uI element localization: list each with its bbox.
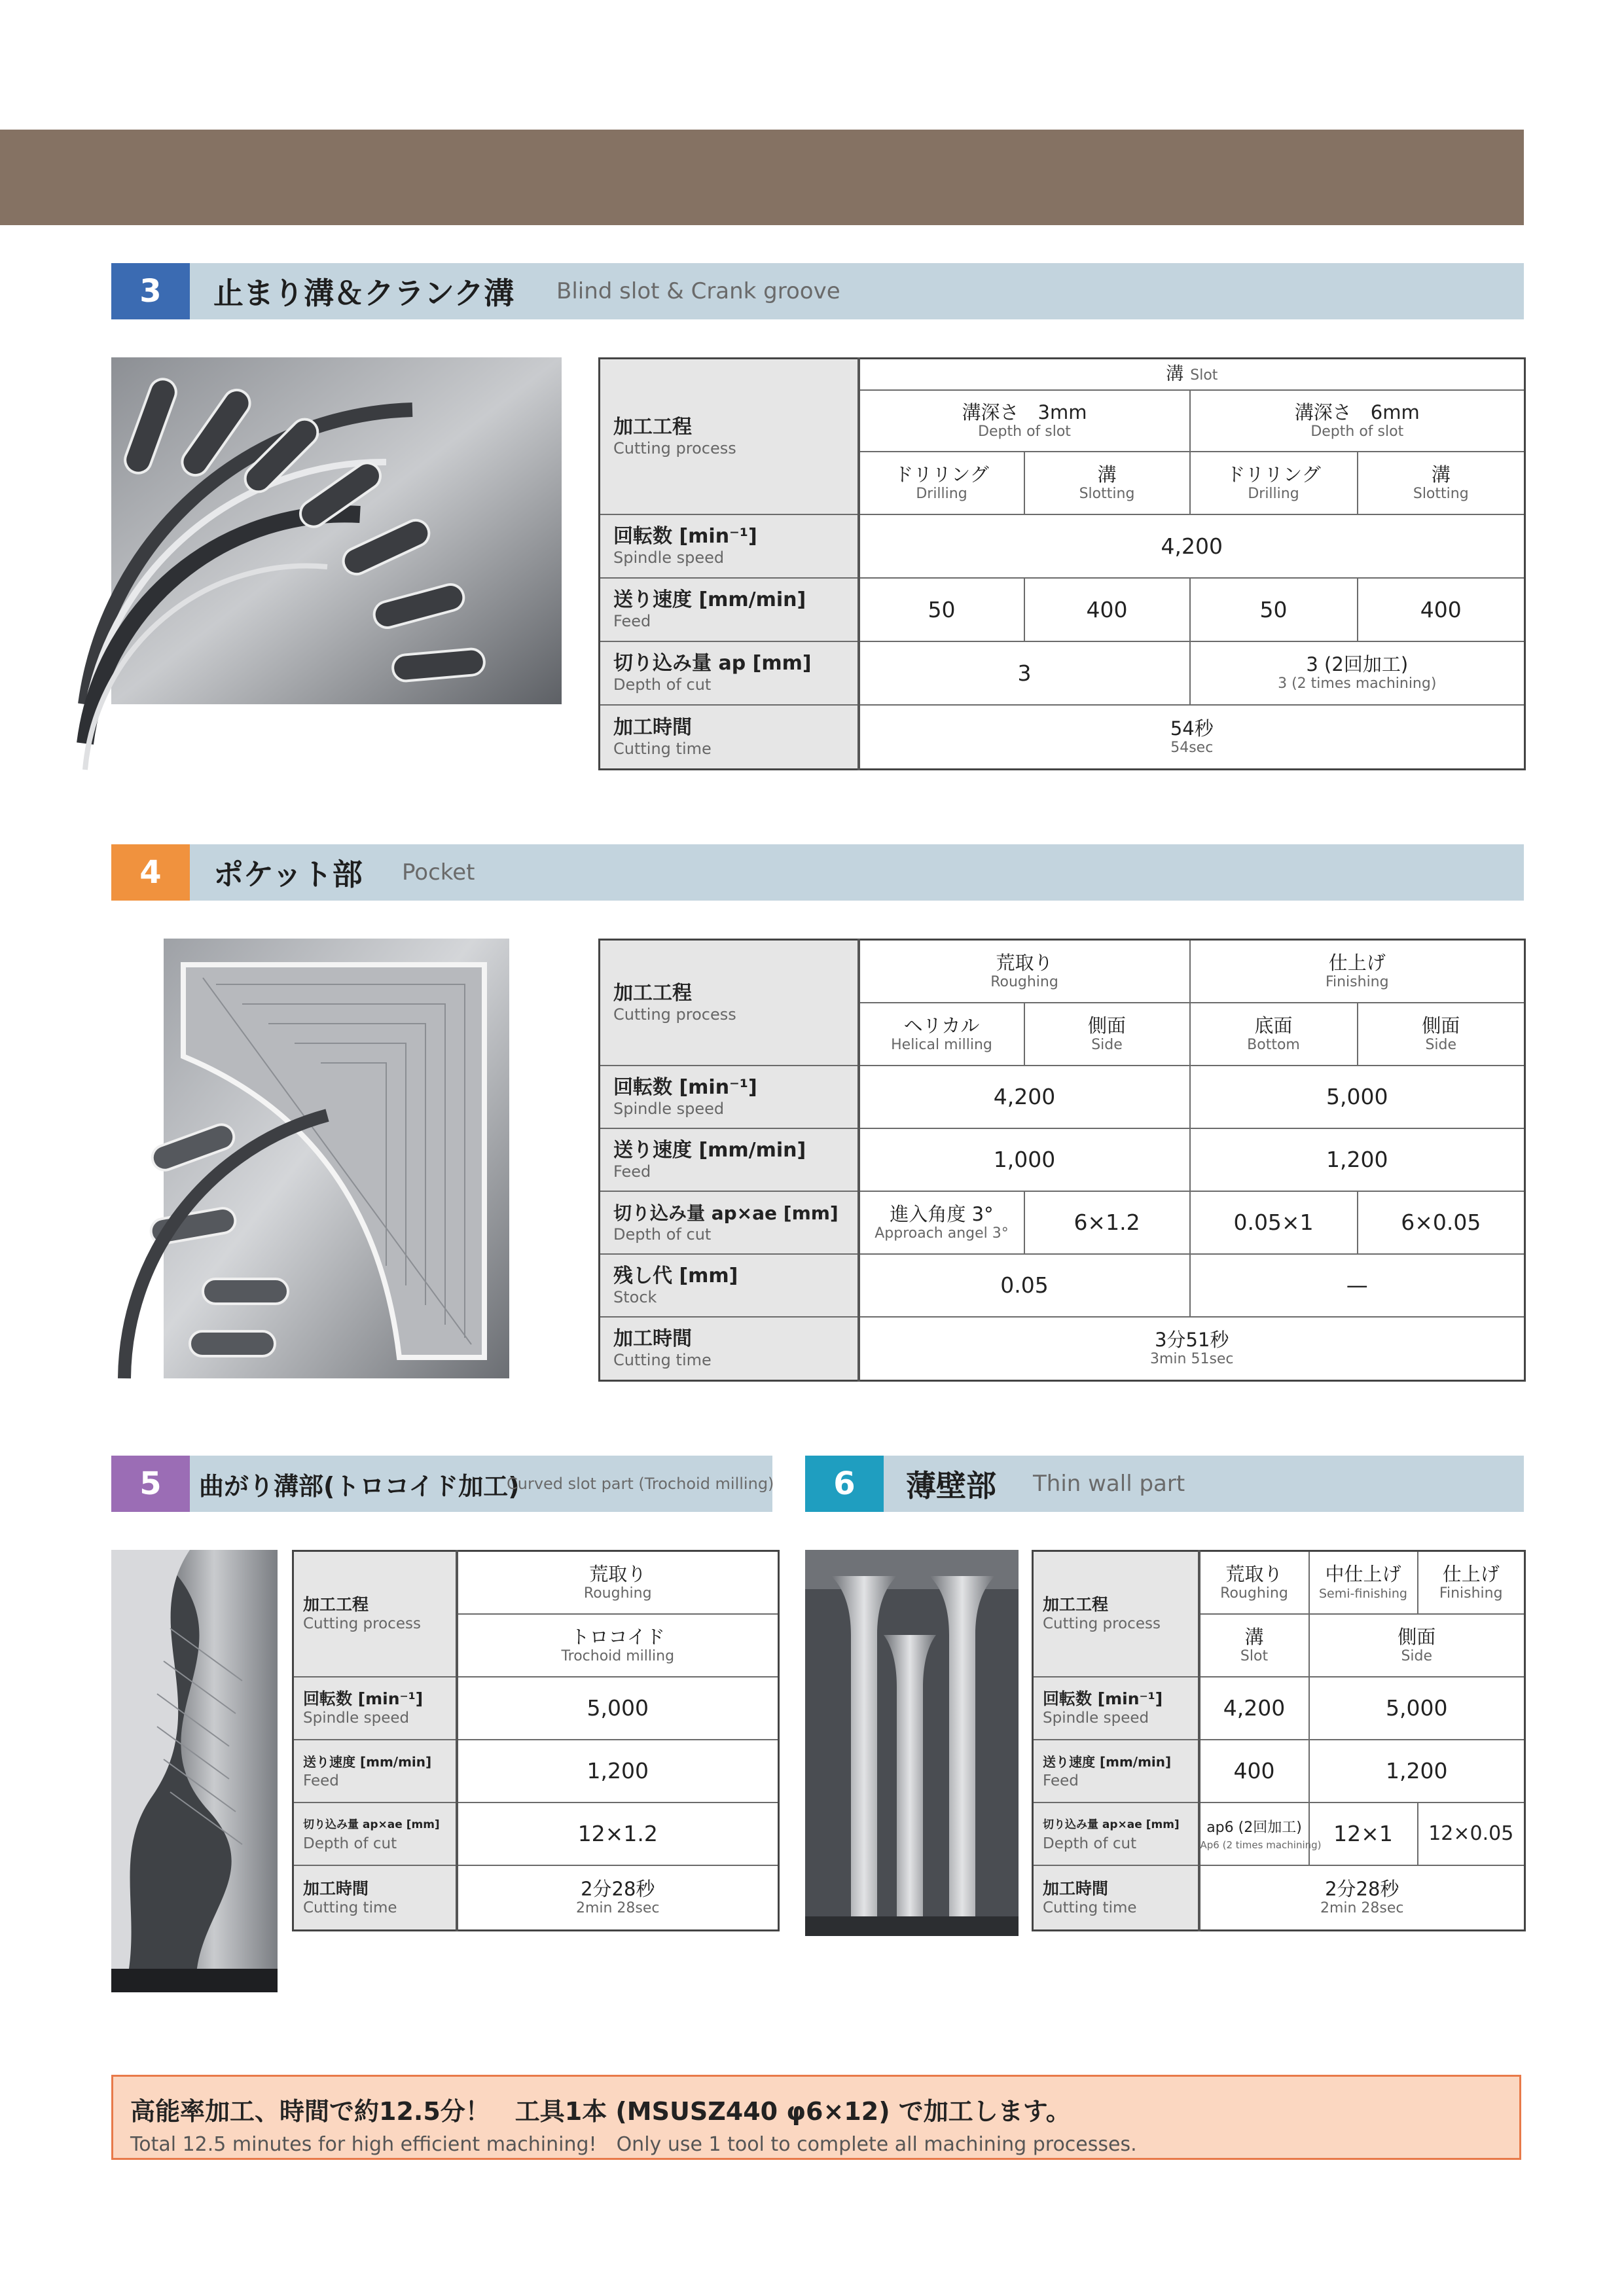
feed-label: 送り速度 [mm/min] Feed (293, 1740, 457, 1803)
feed-value: 1,200 (1309, 1740, 1525, 1803)
spindle-speed-label: 回転数 [min⁻¹] Spindle speed (293, 1677, 457, 1740)
feed-value: 50 (859, 578, 1024, 641)
section-4-table (598, 939, 1526, 1382)
feed-value: 400 (1199, 1740, 1309, 1803)
depth-3mm-header: 溝深さ 3mm Depth of slot (859, 390, 1190, 452)
cutting-time-value: 2分28秒 2min 28sec (457, 1865, 779, 1931)
section-number: 3 (111, 263, 190, 319)
finishing-header: 仕上げ Finishing (1418, 1551, 1525, 1614)
spindle-speed-label: 回転数 [min⁻¹] Spindle speed (1033, 1677, 1199, 1740)
cutting-time-label: 加工時間 Cutting time (1033, 1865, 1199, 1931)
depth-of-cut-label: 切り込み量 ap×ae [mm] Depth of cut (1033, 1803, 1199, 1865)
slot-header: 溝 Slot (859, 359, 1525, 390)
section-title-jp: 薄壁部 (906, 1468, 996, 1503)
feed-value: 1,000 (859, 1128, 1190, 1191)
spindle-speed-label: 回転数 [min⁻¹] Spindle speed (600, 1066, 859, 1128)
drilling-header: ドリリング Drilling (1190, 452, 1358, 514)
stock-value: — (1190, 1254, 1525, 1317)
section-title-jp: ポケット部 (213, 857, 363, 892)
section-title-jp: 曲がり溝部(トロコイド加工) (199, 1471, 520, 1501)
side-header: 側面 Side (1309, 1614, 1525, 1677)
slot-header: 溝 Slot (1199, 1614, 1309, 1677)
process-label: 加工工程 Cutting process (1033, 1551, 1199, 1677)
depth-of-cut-label: 切り込み量 ap [mm] Depth of cut (600, 641, 859, 705)
depth-of-cut-value: 3 (2回加工) 3 (2 times machining) (1190, 641, 1525, 705)
process-label: 加工工程 Cutting process (600, 359, 859, 514)
cutting-time-value: 3分51秒 3min 51sec (859, 1317, 1525, 1381)
slotting-header: 溝 Slotting (1358, 452, 1525, 514)
drilling-header: ドリリング Drilling (859, 452, 1024, 514)
semi-finishing-header: 中仕上げ Semi-finishing (1309, 1551, 1418, 1614)
process-label: 加工工程 Cutting process (293, 1551, 457, 1677)
bottom-header: 底面 Bottom (1190, 1003, 1358, 1066)
top-banner (0, 130, 1524, 225)
feed-value: 400 (1024, 578, 1190, 641)
spindle-speed-value: 4,200 (1199, 1677, 1309, 1740)
spindle-speed-value: 5,000 (1190, 1066, 1525, 1128)
feed-value: 50 (1190, 578, 1358, 641)
section-5-header (111, 1456, 772, 1512)
stock-label: 残し代 [mm] Stock (600, 1254, 859, 1317)
section-title-jp: 止まり溝＆クランク溝 (213, 276, 514, 311)
cutting-time-label: 加工時間 Cutting time (600, 705, 859, 770)
feed-value: 1,200 (1190, 1128, 1525, 1191)
cutting-time-value: 2分28秒 2min 28sec (1199, 1865, 1525, 1931)
curved-slot-photo (111, 1550, 278, 1992)
depth-of-cut-value: 6×1.2 (1024, 1191, 1190, 1254)
helical-header: ヘリカル Helical milling (859, 1003, 1024, 1066)
spindle-speed-value: 4,200 (859, 514, 1525, 578)
depth-6mm-header: 溝深さ 6mm Depth of slot (1190, 390, 1525, 452)
cutting-time-label: 加工時間 Cutting time (600, 1317, 859, 1381)
depth-of-cut-value: 12×1 (1309, 1803, 1418, 1865)
roughing-header: 荒取り Roughing (859, 940, 1190, 1003)
section-title-en: Thin wall part (1033, 1471, 1185, 1497)
spindle-speed-label: 回転数 [min⁻¹] Spindle speed (600, 514, 859, 578)
trochoid-header: トロコイド Trochoid milling (457, 1614, 779, 1677)
section-3-table (598, 357, 1526, 770)
depth-of-cut-value: 0.05×1 (1190, 1191, 1358, 1254)
summary-box (111, 2075, 1521, 2160)
section-6-table (1032, 1550, 1526, 1931)
side-header: 側面 Side (1024, 1003, 1190, 1066)
section-6-header (805, 1456, 1524, 1512)
depth-of-cut-label: 切り込み量 ap×ae [mm] Depth of cut (600, 1191, 859, 1254)
section-number: 5 (111, 1456, 190, 1512)
depth-of-cut-value: 12×1.2 (457, 1803, 779, 1865)
roughing-header: 荒取り Roughing (457, 1551, 779, 1614)
pocket-photo (164, 939, 509, 1378)
section-5-table (292, 1550, 780, 1931)
feed-value: 400 (1358, 578, 1525, 641)
feed-label: 送り速度 [mm/min] Feed (600, 578, 859, 641)
section-3-header (111, 263, 1524, 319)
spindle-speed-value: 4,200 (859, 1066, 1190, 1128)
thin-wall-photo (805, 1550, 1019, 1936)
section-4-header (111, 844, 1524, 901)
cutting-time-value: 54秒 54sec (859, 705, 1525, 770)
ap-value: ap6 (2回加工) Ap6 (2 times machining) (1199, 1803, 1309, 1865)
roughing-header: 荒取り Roughing (1199, 1551, 1309, 1614)
process-label: 加工工程 Cutting process (600, 940, 859, 1066)
feed-value: 1,200 (457, 1740, 779, 1803)
finishing-header: 仕上げ Finishing (1190, 940, 1525, 1003)
summary-line-jp: 高能率加工、時間で約12.5分！ 工具1本 (MSUSZ440 φ6×12) で加工します。 (130, 2097, 1071, 2126)
section-number: 4 (111, 844, 190, 901)
slotting-header: 溝 Slotting (1024, 452, 1190, 514)
feed-label: 送り速度 [mm/min] Feed (600, 1128, 859, 1191)
side-header: 側面 Side (1358, 1003, 1525, 1066)
feed-label: 送り速度 [mm/min] Feed (1033, 1740, 1199, 1803)
depth-of-cut-value: 3 (859, 641, 1190, 705)
stock-value: 0.05 (859, 1254, 1190, 1317)
section-number: 6 (805, 1456, 884, 1512)
approach-angle-value: 進入角度 3° Approach angel 3° (859, 1191, 1024, 1254)
cutting-time-label: 加工時間 Cutting time (293, 1865, 457, 1931)
spindle-speed-value: 5,000 (1309, 1677, 1525, 1740)
depth-of-cut-value: 6×0.05 (1358, 1191, 1525, 1254)
section-title-en: Blind slot & Crank groove (556, 278, 840, 304)
section-title-en: Pocket (402, 859, 475, 886)
summary-line-en: Total 12.5 minutes for high efficient machining! Only use 1 tool to complete all machining processes. (130, 2133, 1137, 2156)
spindle-speed-value: 5,000 (457, 1677, 779, 1740)
depth-of-cut-value: 12×0.05 (1418, 1803, 1525, 1865)
blind-slot-photo (111, 357, 562, 704)
depth-of-cut-label: 切り込み量 ap×ae [mm] Depth of cut (293, 1803, 457, 1865)
section-title-en: Curved slot part (Trochoid milling) (507, 1475, 774, 1493)
